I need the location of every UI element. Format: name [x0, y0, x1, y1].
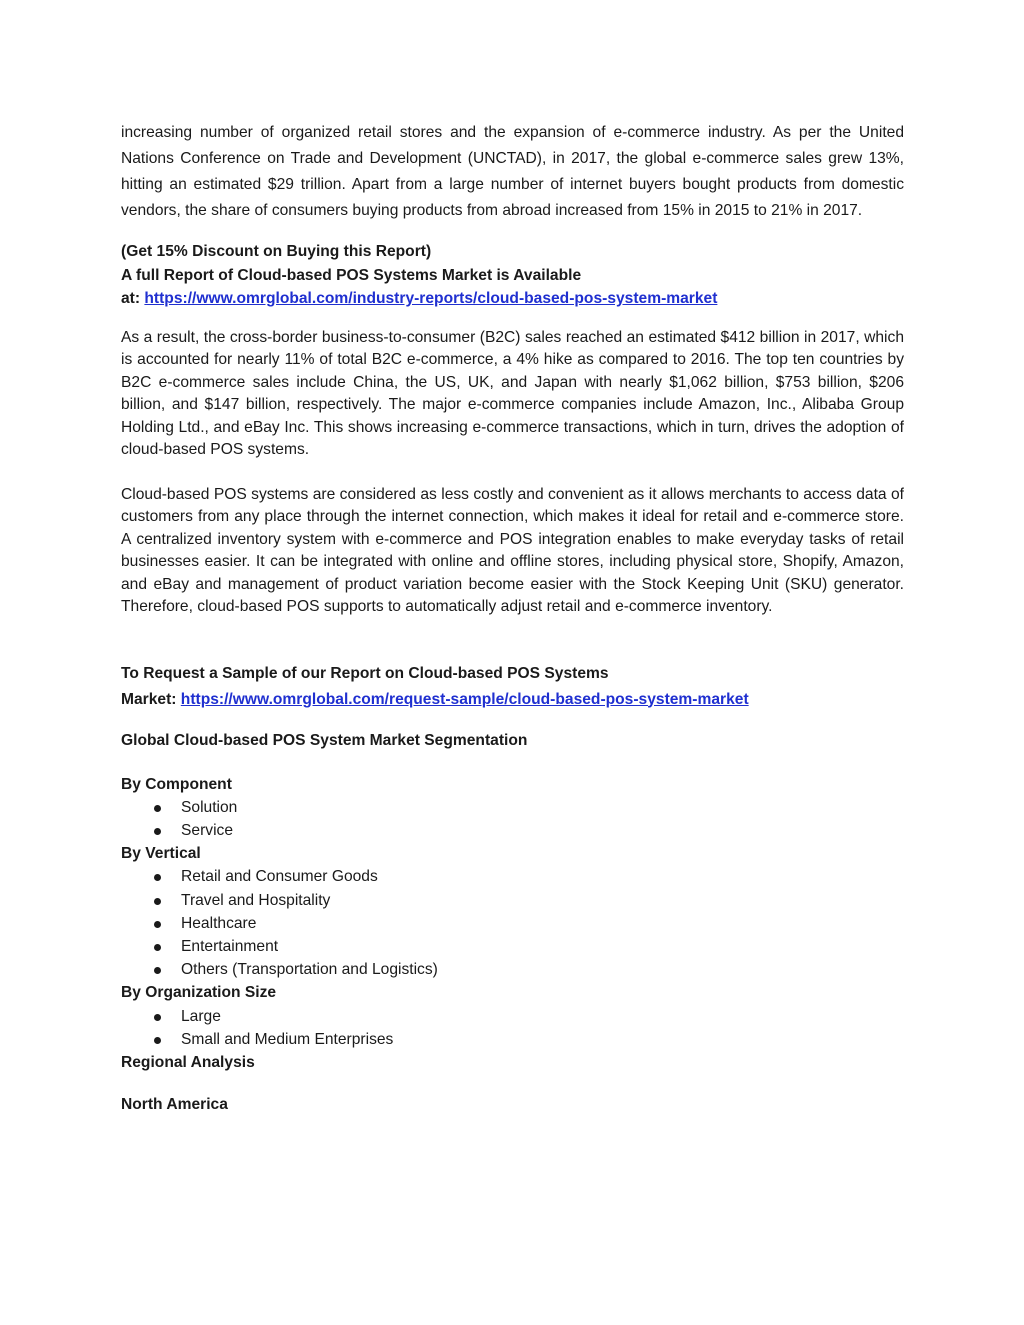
document-page [121, 120, 904, 1116]
b2c-paragraph: As a result, the cross-border business-to-consumer (B2C) sales reached an estimated $412 billion in 2017, which is accounted for nearly 11% of total B2C e-commerce, a 4% hike as compared to 2016. The top ten countries by B2C e-commerce sales include China, the US, UK, and Japan with nearly $1,062 billion, $753 billion, $206 billion, and $147 billion, respectively. The major e-commerce companies include Amazon, Inc., Alibaba Group Holding Ltd., and eBay Inc. This shows increasing e-commerce transactions, which in turn, drives the adoption of cloud-based POS systems. [121, 328, 904, 458]
sample-link-prefix: Market: [121, 690, 181, 708]
organization-size-list [121, 1005, 904, 1051]
discount-line: (Get 15% Discount on Buying this Report) [121, 243, 432, 260]
north-america-heading: North America [121, 1096, 228, 1114]
cloud-pos-paragraph: Cloud-based POS systems are considered as less costly and convenient as it allows merchants to access data of customers from any place through the internet connection, which makes it ideal for retail and e-commerce store. A centralized inventory system with e-commerce and POS integration enables to make everyday tasks of retail businesses easier. It can be integrated with online and offline stores, including physical store, Shopify, Amazon, and eBay and management of product variation become easier with the Stock Keeping Unit (SKU) generator. Therefore, cloud-based POS supports to automatically adjust retail and e-commerce inventory. [121, 485, 904, 615]
bullet-icon [154, 828, 161, 835]
report-link-line [121, 287, 904, 311]
full-report-line: A full Report of Cloud-based POS Systems Market is Available [121, 266, 582, 284]
report-link[interactable]: https://www.omrglobal.com/industry-reports/cloud-based-pos-system-market [144, 290, 718, 307]
sample-request [121, 661, 904, 713]
bullet-icon [154, 1014, 161, 1021]
vertical-list [121, 865, 904, 981]
report-link-prefix: at: [121, 290, 145, 307]
bullet-icon [154, 921, 161, 928]
list-item [121, 935, 904, 958]
list-item [121, 889, 904, 912]
list-item [121, 1005, 904, 1028]
discount-promo [121, 240, 904, 311]
bullet-icon [154, 805, 161, 812]
regional-analysis-heading: Regional Analysis [121, 1053, 255, 1071]
bullet-icon [154, 967, 161, 974]
list-item-label: Retail and Consumer Goods [181, 868, 378, 886]
list-item-label: Entertainment [181, 937, 279, 955]
component-list [121, 796, 904, 842]
list-item-label: Travel and Hospitality [181, 891, 331, 909]
list-item [121, 819, 904, 842]
by-vertical-heading: By Vertical [121, 845, 201, 863]
sample-request-line: To Request a Sample of our Report on Cloud-based POS Systems [121, 664, 609, 682]
list-item [121, 865, 904, 888]
sample-link-line [121, 687, 904, 713]
list-item-label: Service [181, 821, 233, 839]
list-item-label: Large [181, 1007, 221, 1025]
list-item-label: Others (Transportation and Logistics) [181, 961, 438, 979]
segmentation-title: Global Cloud-based POS System Market Segmentation [121, 731, 528, 749]
list-item [121, 912, 904, 935]
list-item [121, 1028, 904, 1051]
bullet-icon [154, 1037, 161, 1044]
by-component-heading: By Component [121, 775, 232, 793]
intro-paragraph: increasing number of organized retail stores and the expansion of e-commerce industry. As per the United Nations Conference on Trade and Development (UNCTAD), in 2017, the global e-commerce sales grew 13%, hitting an estimated $29 trillion. Apart from a large number of internet buyers bought products from domestic vendors, the share of consumers buying products from abroad increased from 15% in 2015 to 21% in 2017. [121, 124, 904, 219]
bullet-icon [154, 898, 161, 905]
list-item [121, 958, 904, 981]
list-item-label: Solution [181, 798, 238, 816]
sample-link[interactable]: https://www.omrglobal.com/request-sample/cloud-based-pos-system-market [180, 690, 749, 708]
bullet-icon [154, 944, 161, 951]
list-item-label: Small and Medium Enterprises [181, 1030, 394, 1048]
list-item-label: Healthcare [181, 914, 257, 932]
list-item [121, 796, 904, 819]
by-organization-size-heading: By Organization Size [121, 984, 277, 1002]
bullet-icon [154, 874, 161, 881]
